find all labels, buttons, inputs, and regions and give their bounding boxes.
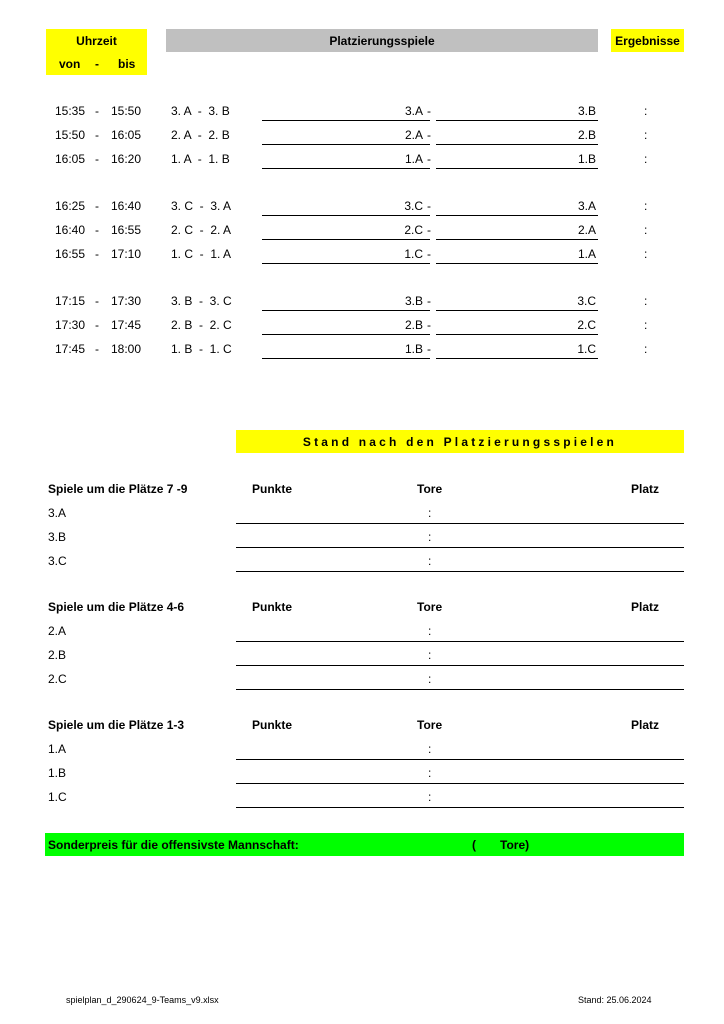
standing-colon: : — [428, 790, 432, 804]
game-time-sep: - — [95, 318, 99, 332]
game-away-line — [436, 358, 598, 359]
standing-colon: : — [428, 766, 432, 780]
standing-team-name: 3.C — [48, 554, 67, 568]
standing-row-line — [236, 807, 684, 808]
game-away-line — [436, 310, 598, 311]
game-time-to: 16:55 — [111, 223, 142, 237]
game-away-line — [436, 334, 598, 335]
standing-row-line — [236, 759, 684, 760]
game-time-from: 16:05 — [55, 152, 86, 166]
game-result: : — [644, 223, 648, 237]
game-away-line — [436, 144, 598, 145]
game-time-sep: - — [95, 294, 99, 308]
standing-row-line — [236, 783, 684, 784]
game-vs-dash: - — [427, 199, 431, 213]
standing-row-line — [236, 689, 684, 690]
uhrzeit-label: Uhrzeit — [76, 34, 117, 48]
game-result: : — [644, 104, 648, 118]
game-pairing: 3. A - 3. B — [171, 104, 230, 118]
game-vs-dash: - — [427, 342, 431, 356]
game-away-line — [436, 263, 598, 264]
game-result: : — [644, 247, 648, 261]
tore-header: Tore — [417, 482, 443, 496]
game-home-line — [262, 144, 430, 145]
platz-header: Platz — [631, 600, 660, 614]
game-time-sep: - — [95, 247, 99, 261]
game-time-sep: - — [95, 104, 99, 118]
standing-colon: : — [428, 554, 432, 568]
game-time-from: 15:35 — [55, 104, 86, 118]
game-time-to: 15:50 — [111, 104, 142, 118]
game-result: : — [644, 128, 648, 142]
standing-colon: : — [428, 506, 432, 520]
standing-team-name: 2.B — [48, 648, 67, 662]
game-time-to: 17:45 — [111, 318, 142, 332]
platz-header: Platz — [631, 718, 660, 732]
game-home-line — [262, 310, 430, 311]
standing-row-line — [236, 665, 684, 666]
sonderpreis-paren: ( — [472, 838, 476, 852]
game-result: : — [644, 152, 648, 166]
game-pairing: 1. C - 1. A — [171, 247, 232, 261]
game-away-team: 3.B — [577, 104, 596, 118]
game-time-from: 15:50 — [55, 128, 86, 142]
game-time-to: 16:20 — [111, 152, 142, 166]
ergebnisse-label: Ergebnisse — [615, 34, 680, 48]
game-time-sep: - — [95, 223, 99, 237]
game-vs-dash: - — [427, 104, 431, 118]
von-label: von — [59, 57, 81, 71]
game-time-from: 17:45 — [55, 342, 86, 356]
standing-team-name: 3.B — [48, 530, 67, 544]
game-home-team: 3.C — [404, 199, 423, 213]
game-pairing: 2. A - 2. B — [171, 128, 230, 142]
standing-colon: : — [428, 648, 432, 662]
game-vs-dash: - — [427, 152, 431, 166]
game-time-sep: - — [95, 342, 99, 356]
group-title: Spiele um die Plätze 1-3 — [48, 718, 185, 732]
game-pairing: 2. C - 2. A — [171, 223, 232, 237]
standing-colon: : — [428, 624, 432, 638]
punkte-header: Punkte — [252, 718, 293, 732]
game-time-sep: - — [95, 152, 99, 166]
game-time-to: 17:10 — [111, 247, 142, 261]
game-pairing: 1. A - 1. B — [171, 152, 230, 166]
bis-label: bis — [118, 57, 136, 71]
standing-team-name: 1.A — [48, 742, 67, 756]
game-home-team: 2.C — [404, 223, 423, 237]
sonderpreis-label: Sonderpreis für die offensivste Mannschaft: — [48, 838, 299, 852]
game-vs-dash: - — [427, 128, 431, 142]
game-time-to: 17:30 — [111, 294, 142, 308]
game-away-team: 2.C — [577, 318, 596, 332]
game-away-team: 3.C — [577, 294, 596, 308]
sonderpreis-tore: Tore) — [500, 838, 530, 852]
game-time-sep: - — [95, 128, 99, 142]
game-away-team: 1.B — [577, 152, 596, 166]
standing-row-line — [236, 641, 684, 642]
game-home-team: 2.A — [404, 128, 423, 142]
game-home-team: 1.C — [404, 247, 423, 261]
game-home-line — [262, 263, 430, 264]
game-home-line — [262, 120, 430, 121]
game-home-line — [262, 168, 430, 169]
game-away-team: 2.A — [577, 223, 596, 237]
game-away-team: 1.C — [577, 342, 596, 356]
standing-team-name: 2.C — [48, 672, 67, 686]
game-result: : — [644, 199, 648, 213]
game-pairing: 2. B - 2. C — [171, 318, 232, 332]
game-home-line — [262, 334, 430, 335]
game-result: : — [644, 342, 648, 356]
standing-team-name: 2.A — [48, 624, 67, 638]
game-vs-dash: - — [427, 294, 431, 308]
game-away-team: 2.B — [577, 128, 596, 142]
standing-row-line — [236, 571, 684, 572]
game-home-line — [262, 239, 430, 240]
group-title: Spiele um die Plätze 4-6 — [48, 600, 185, 614]
standing-team-name: 3.A — [48, 506, 67, 520]
game-vs-dash: - — [427, 223, 431, 237]
standing-row-line — [236, 523, 684, 524]
game-time-to: 16:40 — [111, 199, 142, 213]
game-home-team: 1.B — [404, 342, 423, 356]
platzierungsspiele-label: Platzierungsspiele — [329, 34, 435, 48]
game-time-from: 16:55 — [55, 247, 86, 261]
game-result: : — [644, 318, 648, 332]
game-time-from: 16:25 — [55, 199, 86, 213]
game-away-line — [436, 168, 598, 169]
von-bis-dash: - — [95, 57, 99, 71]
game-time-sep: - — [95, 199, 99, 213]
game-pairing: 3. B - 3. C — [171, 294, 232, 308]
standing-colon: : — [428, 530, 432, 544]
game-time-from: 17:30 — [55, 318, 86, 332]
platz-header: Platz — [631, 482, 660, 496]
game-away-team: 3.A — [577, 199, 596, 213]
game-result: : — [644, 294, 648, 308]
tore-header: Tore — [417, 718, 443, 732]
game-home-line — [262, 358, 430, 359]
game-away-line — [436, 239, 598, 240]
standing-colon: : — [428, 742, 432, 756]
game-pairing: 1. B - 1. C — [171, 342, 232, 356]
group-title: Spiele um die Plätze 7 -9 — [48, 482, 188, 496]
game-time-from: 16:40 — [55, 223, 86, 237]
standing-row-line — [236, 547, 684, 548]
tore-header: Tore — [417, 600, 443, 614]
game-away-team: 1.A — [577, 247, 596, 261]
game-home-team: 2.B — [404, 318, 423, 332]
standings-title: Stand nach den Platzierungsspielen — [302, 435, 618, 449]
standing-colon: : — [428, 672, 432, 686]
game-home-team: 1.A — [404, 152, 423, 166]
game-vs-dash: - — [427, 247, 431, 261]
game-home-team: 3.A — [404, 104, 423, 118]
footer-stand: Stand: 25.06.2024 — [578, 995, 652, 1005]
game-away-line — [436, 215, 598, 216]
game-time-to: 18:00 — [111, 342, 142, 356]
game-time-from: 17:15 — [55, 294, 86, 308]
game-home-team: 3.B — [404, 294, 423, 308]
game-vs-dash: - — [427, 318, 431, 332]
game-away-line — [436, 120, 598, 121]
game-pairing: 3. C - 3. A — [171, 199, 232, 213]
punkte-header: Punkte — [252, 482, 293, 496]
game-time-to: 16:05 — [111, 128, 142, 142]
standing-team-name: 1.B — [48, 766, 67, 780]
game-home-line — [262, 215, 430, 216]
standing-team-name: 1.C — [48, 790, 67, 804]
punkte-header: Punkte — [252, 600, 293, 614]
footer-filename: spielplan_d_290624_9-Teams_v9.xlsx — [66, 995, 219, 1005]
